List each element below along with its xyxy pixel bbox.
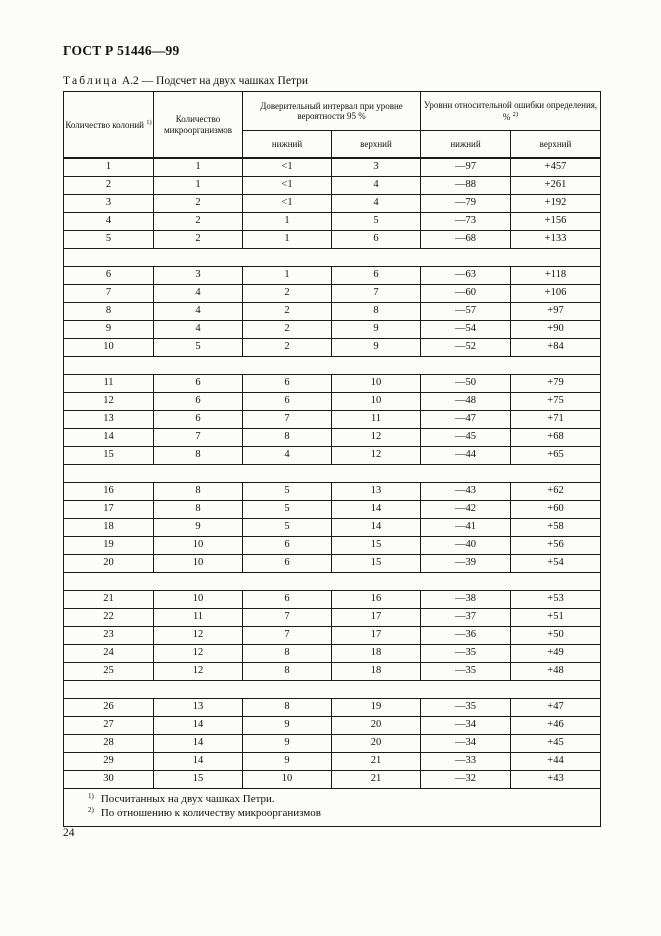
table-cell: 2 (154, 213, 243, 231)
table-cell: +156 (511, 213, 601, 231)
table-cell: 6 (64, 267, 154, 285)
table-cell: +60 (511, 501, 601, 519)
table-row (64, 375, 601, 393)
table-cell: —47 (421, 411, 511, 429)
table-cell: 29 (64, 753, 154, 771)
table-cell: —54 (421, 321, 511, 339)
table-cell: 2 (243, 285, 332, 303)
table-cell: +75 (511, 393, 601, 411)
table-cell: 6 (243, 555, 332, 573)
table-cell: 17 (332, 627, 421, 645)
header-confidence-interval: Доверительный интервал при уровне вероятности 95 % (243, 92, 421, 131)
table-cell: —35 (421, 699, 511, 717)
separator-cell (64, 357, 601, 375)
table-cell: —37 (421, 609, 511, 627)
header-err-upper: верхний (511, 131, 601, 159)
table-caption (63, 75, 308, 87)
table-cell: —39 (421, 555, 511, 573)
table-cell: —60 (421, 285, 511, 303)
table-cell: —50 (421, 375, 511, 393)
table-cell: 14 (64, 429, 154, 447)
table-cell: 1 (243, 213, 332, 231)
table-caption-text: А.2 — Подсчет на двух чашках Петри (118, 75, 309, 87)
table-row (64, 267, 601, 285)
table-row (64, 321, 601, 339)
table-cell: 19 (64, 537, 154, 555)
table-cell: 10 (154, 537, 243, 555)
table-cell: +45 (511, 735, 601, 753)
table-cell: 14 (332, 501, 421, 519)
table-cell: —57 (421, 303, 511, 321)
table-cell: 9 (243, 717, 332, 735)
table-cell: +43 (511, 771, 601, 789)
table-cell: <1 (243, 177, 332, 195)
table-cell: —63 (421, 267, 511, 285)
table-cell: +65 (511, 447, 601, 465)
table-cell: +71 (511, 411, 601, 429)
table-cell: 4 (243, 447, 332, 465)
page-number: 24 (63, 827, 75, 839)
table-cell: —45 (421, 429, 511, 447)
table-cell: 11 (154, 609, 243, 627)
table-cell: +54 (511, 555, 601, 573)
petri-count-table (63, 91, 601, 827)
table-cell: 8 (243, 645, 332, 663)
table-cell: —88 (421, 177, 511, 195)
table-cell: 4 (64, 213, 154, 231)
table-caption-prefix: Таблица (63, 75, 119, 87)
table-cell: 20 (332, 735, 421, 753)
table-cell: 10 (64, 339, 154, 357)
table-cell: 8 (243, 663, 332, 681)
table-cell: +261 (511, 177, 601, 195)
table-cell: 17 (332, 609, 421, 627)
footnote-mark: 2) (88, 806, 94, 815)
table-row (64, 663, 601, 681)
table-cell: —34 (421, 735, 511, 753)
table-cell: 9 (332, 321, 421, 339)
table-cell: 25 (64, 663, 154, 681)
table-cell: 17 (64, 501, 154, 519)
separator-cell (64, 573, 601, 591)
table-cell: —35 (421, 663, 511, 681)
table-cell: 13 (154, 699, 243, 717)
table-row (64, 771, 601, 789)
table-cell: +106 (511, 285, 601, 303)
table-row (64, 591, 601, 609)
table-cell: +84 (511, 339, 601, 357)
table-cell: 18 (64, 519, 154, 537)
table-row (64, 158, 601, 177)
table-cell: +58 (511, 519, 601, 537)
table-cell: 7 (332, 285, 421, 303)
table-cell: 12 (64, 393, 154, 411)
table-cell: 12 (332, 429, 421, 447)
table-cell: 2 (243, 339, 332, 357)
table-row (64, 231, 601, 249)
table-row (64, 195, 601, 213)
table-cell: 10 (154, 555, 243, 573)
table-cell: 8 (154, 501, 243, 519)
table-cell: 7 (243, 411, 332, 429)
table-cell: 26 (64, 699, 154, 717)
table-row (64, 699, 601, 717)
table-cell: 10 (154, 591, 243, 609)
table-cell: 7 (243, 627, 332, 645)
table-cell: 18 (332, 645, 421, 663)
table-cell: +46 (511, 717, 601, 735)
table-cell: 24 (64, 645, 154, 663)
header-err-lower: нижний (421, 131, 511, 159)
table-cell: 21 (64, 591, 154, 609)
table-cell: 6 (243, 393, 332, 411)
table-cell: 2 (64, 177, 154, 195)
table-cell: 3 (154, 267, 243, 285)
header-ci-lower: нижний (243, 131, 332, 159)
table-cell: 7 (154, 429, 243, 447)
table-cell: 1 (154, 158, 243, 177)
table-cell: <1 (243, 195, 332, 213)
table-cell: 18 (332, 663, 421, 681)
table-cell: 28 (64, 735, 154, 753)
table-cell: 5 (332, 213, 421, 231)
table-cell: 15 (332, 537, 421, 555)
table-cell: —68 (421, 231, 511, 249)
table-cell: 13 (64, 411, 154, 429)
table-cell: 12 (154, 645, 243, 663)
table-cell: 6 (243, 375, 332, 393)
table-cell: 14 (154, 753, 243, 771)
table-cell: —42 (421, 501, 511, 519)
table-cell: 9 (154, 519, 243, 537)
header-colonies-footnote-mark: 1) (146, 118, 152, 126)
table-cell: 21 (332, 771, 421, 789)
table-cell: 5 (243, 519, 332, 537)
table-cell: —34 (421, 717, 511, 735)
table-cell: 8 (154, 447, 243, 465)
group-separator-row (64, 465, 601, 483)
table-cell: 16 (64, 483, 154, 501)
table-body (64, 158, 601, 826)
table-row (64, 213, 601, 231)
table-cell: +457 (511, 158, 601, 177)
table-cell: 1 (154, 177, 243, 195)
table-cell: +44 (511, 753, 601, 771)
table-cell: —43 (421, 483, 511, 501)
standard-title: ГОСТ Р 51446—99 (63, 43, 180, 58)
table-cell: 6 (154, 393, 243, 411)
table-cell: 8 (332, 303, 421, 321)
table-cell: 6 (154, 375, 243, 393)
table-cell: +118 (511, 267, 601, 285)
table-cell: 8 (154, 483, 243, 501)
table-cell: 11 (64, 375, 154, 393)
table-row (64, 339, 601, 357)
table-cell: 9 (243, 735, 332, 753)
header-ci-upper: верхний (332, 131, 421, 159)
table-cell: 2 (243, 303, 332, 321)
table-row (64, 393, 601, 411)
table-row (64, 645, 601, 663)
table-cell: 6 (243, 537, 332, 555)
table-cell: 15 (64, 447, 154, 465)
table-cell: —32 (421, 771, 511, 789)
header-relative-error-footnote-mark: 2) (512, 110, 519, 118)
table-cell: —52 (421, 339, 511, 357)
table-cell: +79 (511, 375, 601, 393)
group-separator-row (64, 573, 601, 591)
table-cell: 2 (243, 321, 332, 339)
table-cell: —73 (421, 213, 511, 231)
header-colonies-text: Количество колоний (65, 119, 144, 130)
table-cell: 7 (243, 609, 332, 627)
table-cell: 12 (332, 447, 421, 465)
table-cell: 11 (332, 411, 421, 429)
footnotes-cell (64, 789, 601, 827)
table-cell: +133 (511, 231, 601, 249)
table-row (64, 609, 601, 627)
table-row (64, 717, 601, 735)
table-cell: 5 (64, 231, 154, 249)
table-cell: 10 (332, 375, 421, 393)
table-cell: 6 (332, 267, 421, 285)
table-row (64, 519, 601, 537)
table-row (64, 555, 601, 573)
table-cell: 3 (332, 158, 421, 177)
table-row (64, 285, 601, 303)
table-row (64, 411, 601, 429)
table-row (64, 177, 601, 195)
table-cell: 5 (243, 483, 332, 501)
table-cell: 2 (154, 231, 243, 249)
table-cell: —79 (421, 195, 511, 213)
table-cell: +47 (511, 699, 601, 717)
table-cell: 1 (64, 158, 154, 177)
table-cell: 5 (243, 501, 332, 519)
table-cell: 4 (154, 303, 243, 321)
table-cell: 6 (332, 231, 421, 249)
table-cell: —44 (421, 447, 511, 465)
table-cell: —40 (421, 537, 511, 555)
table-cell: 4 (154, 285, 243, 303)
table-cell: 5 (154, 339, 243, 357)
table-cell: +50 (511, 627, 601, 645)
table-cell: 16 (332, 591, 421, 609)
table-row (64, 735, 601, 753)
table-cell: —38 (421, 591, 511, 609)
footnote-mark: 1) (88, 792, 94, 800)
group-separator-row (64, 249, 601, 267)
table-cell: +51 (511, 609, 601, 627)
table-cell: 8 (243, 699, 332, 717)
table-cell: 27 (64, 717, 154, 735)
header-relative-error (421, 92, 601, 131)
table-cell: 15 (332, 555, 421, 573)
table-cell: +48 (511, 663, 601, 681)
table-cell: 10 (332, 393, 421, 411)
table-cell: 12 (154, 663, 243, 681)
table-cell: 4 (154, 321, 243, 339)
table-cell: —33 (421, 753, 511, 771)
header-relative-error-text: Уровни относительной ошибки определения, % (423, 100, 598, 122)
table-cell: 20 (332, 717, 421, 735)
footnotes-row (64, 789, 601, 827)
table-cell: 6 (154, 411, 243, 429)
table-cell: +56 (511, 537, 601, 555)
table-row (64, 627, 601, 645)
header-organisms: Количество микроорганизмов (154, 92, 243, 159)
table-cell: 14 (332, 519, 421, 537)
table-cell: 8 (243, 429, 332, 447)
table-cell: 6 (243, 591, 332, 609)
table-cell: 14 (154, 735, 243, 753)
table-cell: +62 (511, 483, 601, 501)
table-cell: <1 (243, 158, 332, 177)
table-cell: +68 (511, 429, 601, 447)
table-cell: 9 (243, 753, 332, 771)
table-row (64, 483, 601, 501)
table-row (64, 447, 601, 465)
table-row (64, 501, 601, 519)
footnote-text: По отношению к количеству микроорганизмов (100, 807, 321, 820)
table-cell: +90 (511, 321, 601, 339)
table-cell: 15 (154, 771, 243, 789)
table-row (64, 429, 601, 447)
footnote (88, 792, 600, 806)
table-cell: —97 (421, 158, 511, 177)
separator-cell (64, 249, 601, 267)
table-cell: 2 (154, 195, 243, 213)
footnote-text: Посчитанных на двух чашках Петри. (100, 793, 275, 805)
table-cell: 12 (154, 627, 243, 645)
table-cell: 14 (154, 717, 243, 735)
table-cell: 20 (64, 555, 154, 573)
footnote (88, 806, 600, 820)
table-cell: 10 (243, 771, 332, 789)
table-cell: 8 (64, 303, 154, 321)
table-cell: +49 (511, 645, 601, 663)
table-row (64, 537, 601, 555)
table-cell: 1 (243, 231, 332, 249)
group-separator-row (64, 357, 601, 375)
table-cell: —35 (421, 645, 511, 663)
table-cell: 13 (332, 483, 421, 501)
table-cell: +53 (511, 591, 601, 609)
table-cell: 23 (64, 627, 154, 645)
table-cell: 22 (64, 609, 154, 627)
table-cell: 3 (64, 195, 154, 213)
table-cell: 4 (332, 195, 421, 213)
table-cell: 4 (332, 177, 421, 195)
table-cell: +192 (511, 195, 601, 213)
table-cell: 9 (332, 339, 421, 357)
table-cell: 9 (64, 321, 154, 339)
table-cell: 19 (332, 699, 421, 717)
table-cell: 1 (243, 267, 332, 285)
table-cell: 21 (332, 753, 421, 771)
table-cell: —36 (421, 627, 511, 645)
table-cell: +97 (511, 303, 601, 321)
group-separator-row (64, 681, 601, 699)
table-cell: 30 (64, 771, 154, 789)
table-cell: 7 (64, 285, 154, 303)
header-colonies (64, 92, 154, 159)
separator-cell (64, 681, 601, 699)
table-cell: —41 (421, 519, 511, 537)
table-cell: —48 (421, 393, 511, 411)
separator-cell (64, 465, 601, 483)
table-row (64, 753, 601, 771)
table-row (64, 303, 601, 321)
